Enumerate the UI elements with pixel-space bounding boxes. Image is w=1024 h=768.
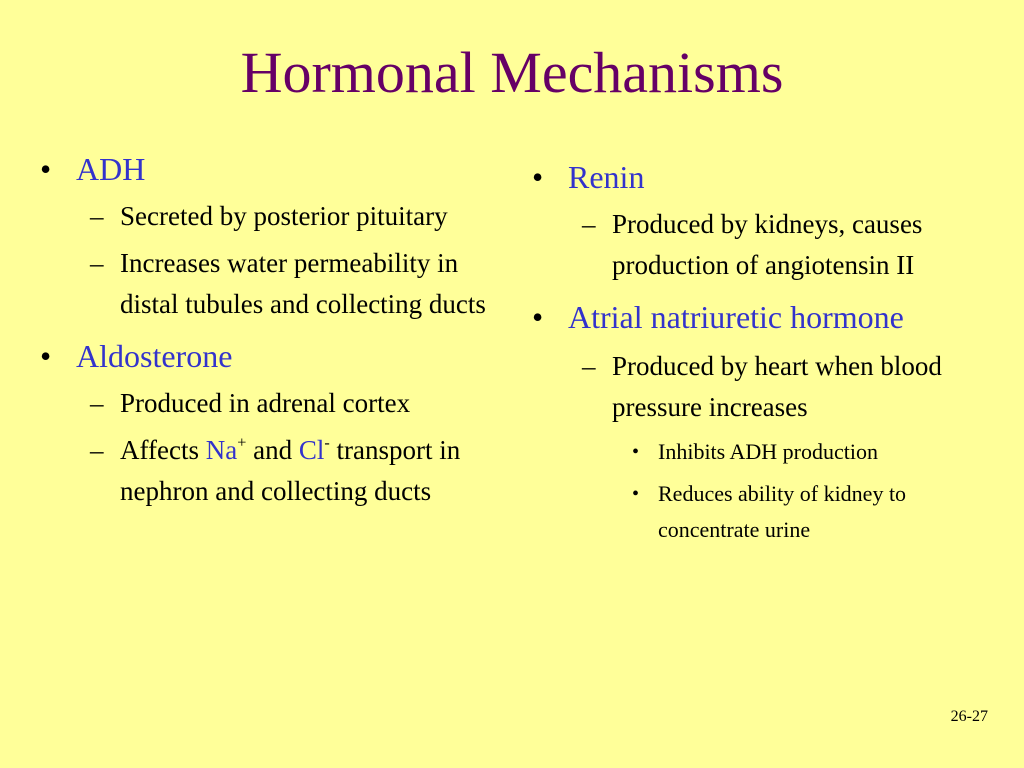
aldosterone-item xyxy=(120,435,460,506)
heading-anh: Atrial natriuretic hormone xyxy=(568,299,904,335)
adh-item: Increases water permeability in distal tubules and collecting ducts xyxy=(120,248,486,319)
bullet-marker: • xyxy=(632,441,640,463)
sub-bullet xyxy=(40,243,510,325)
dash-marker: – xyxy=(90,435,104,465)
text-mid: and xyxy=(246,435,299,465)
sub-sub-bullet xyxy=(532,434,992,470)
bullet-adh xyxy=(40,148,510,190)
chloride-charge: - xyxy=(324,433,330,452)
bullet-marker: • xyxy=(532,299,544,335)
aldosterone-item: Produced in adrenal cortex xyxy=(120,388,411,418)
text-suffix: transport in nephron and collecting ducts xyxy=(120,435,461,506)
dash-marker: – xyxy=(90,201,104,231)
bullet-marker: • xyxy=(532,159,544,195)
anh-subitem: Inhibits ADH production xyxy=(658,439,878,464)
heading-adh: ADH xyxy=(76,151,146,187)
dash-marker: – xyxy=(90,248,104,278)
bullet-marker: • xyxy=(40,338,52,374)
anh-item: Produced by heart when blood pressure increases xyxy=(612,351,942,422)
sub-bullet xyxy=(532,346,992,428)
bullet-marker: • xyxy=(40,151,52,187)
renin-item: Produced by kidneys, causes production of angiotensin II xyxy=(612,209,923,280)
heading-renin: Renin xyxy=(568,159,645,195)
dash-marker: – xyxy=(582,351,596,381)
dash-marker: – xyxy=(582,209,596,239)
sub-sub-bullet xyxy=(532,476,992,548)
page-number: 26-27 xyxy=(950,708,988,725)
slide-title: Hormonal Mechanisms xyxy=(240,40,784,105)
bullet-marker: • xyxy=(632,483,640,505)
sub-bullet xyxy=(532,204,992,286)
bullet-aldosterone xyxy=(40,335,510,377)
sodium-charge: + xyxy=(237,433,247,452)
sub-bullet xyxy=(40,383,510,424)
adh-item: Secreted by posterior pituitary xyxy=(120,201,448,231)
sub-bullet xyxy=(40,430,510,512)
bullet-renin xyxy=(532,156,992,198)
sub-bullet xyxy=(40,196,510,237)
anh-subitem: Reduces ability of kidney to concentrate urine xyxy=(658,481,907,542)
chloride-symbol: Cl xyxy=(298,435,325,465)
bullet-anh xyxy=(532,296,992,338)
right-column xyxy=(532,156,992,548)
sodium-symbol: Na xyxy=(205,435,238,465)
dash-marker: – xyxy=(90,388,104,418)
text-prefix: Affects xyxy=(120,435,206,465)
left-column xyxy=(40,148,510,512)
heading-aldosterone: Aldosterone xyxy=(76,338,233,374)
